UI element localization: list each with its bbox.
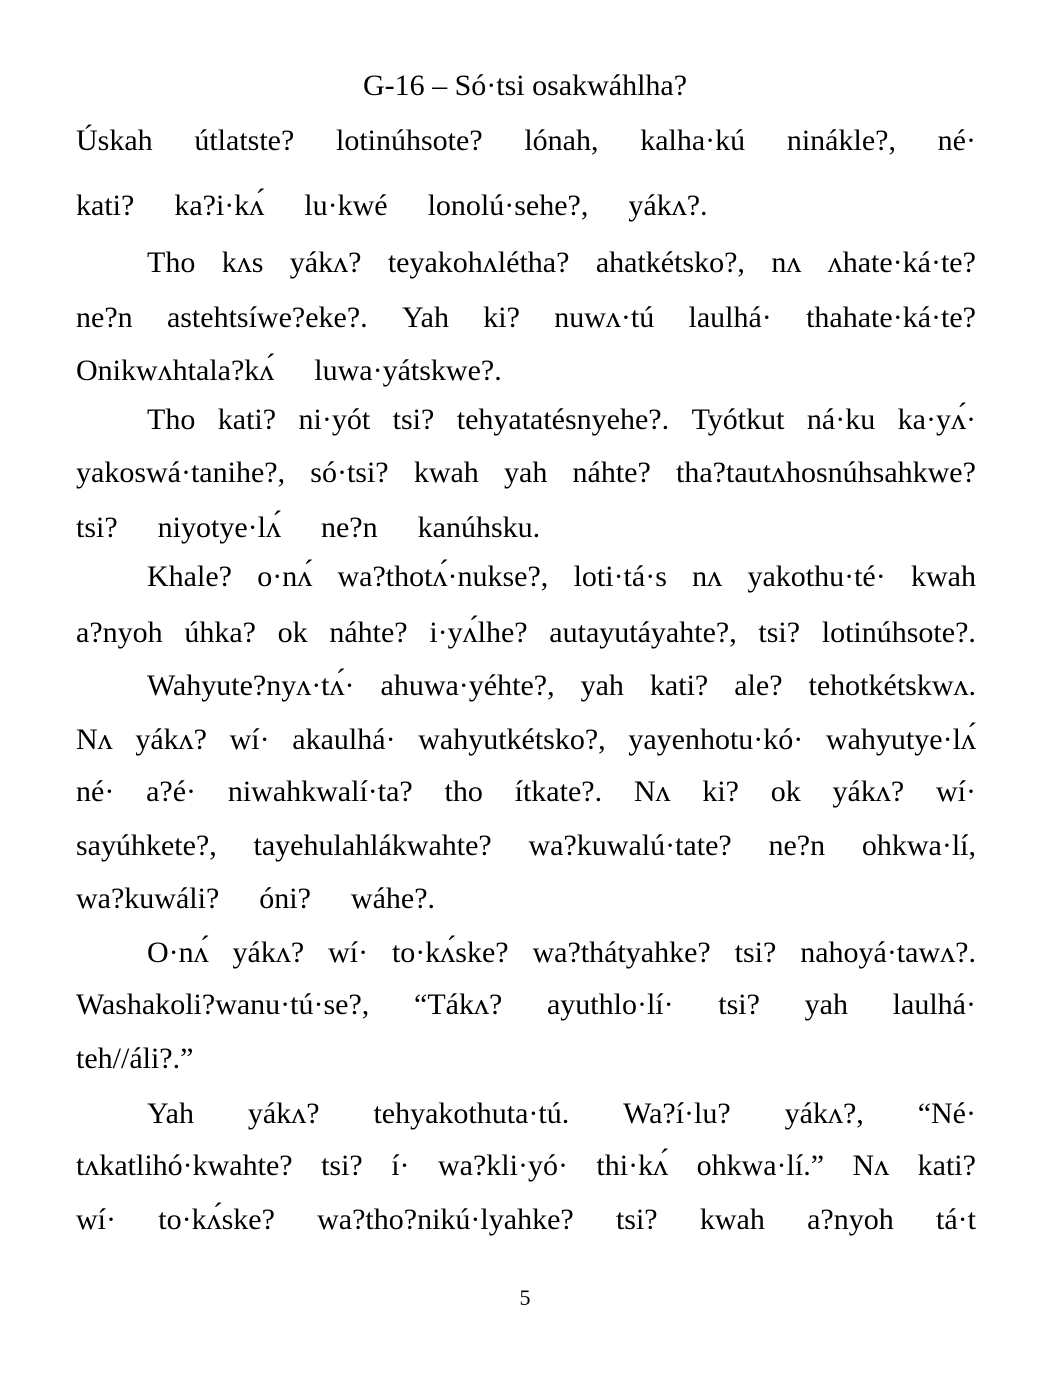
text-line [76, 1039, 976, 1079]
word: nahoyá·tawʌ?. [800, 936, 976, 969]
text-line [147, 243, 976, 283]
word: í· [391, 1149, 410, 1182]
word: kwah [699, 1203, 765, 1236]
word: ahuwa·yéhte?, [380, 669, 555, 702]
word: ki? [702, 775, 739, 808]
word: lotinúhsote? [336, 124, 483, 157]
word: i·yʌ́lhe? [429, 616, 528, 649]
text-line [76, 772, 976, 812]
word: lotinúhsote?. [821, 616, 976, 649]
word: O·nʌ́ [147, 936, 209, 969]
text-line [76, 826, 976, 866]
word: tsi? [321, 1149, 363, 1182]
word: thi·kʌ́ [596, 1149, 669, 1182]
word: kanúhsku. [417, 511, 541, 544]
word: Onikwʌhtala?kʌ́ [76, 354, 275, 387]
word: ʌhate·ká·te? [827, 246, 976, 279]
word: tayehulahlákwahte? [253, 829, 492, 862]
word: yakothu·té· [747, 560, 886, 593]
word: tsi? [734, 936, 777, 969]
word: wí· [328, 936, 369, 969]
word: Nʌ [76, 723, 113, 756]
text-line [76, 720, 976, 760]
word: o·nʌ́ [257, 560, 313, 593]
word: yayenhotu·kó· [628, 723, 804, 756]
word: né· [76, 775, 115, 808]
word: wahyutye·lʌ́ [825, 723, 976, 756]
word: tsi? [76, 511, 118, 544]
page-title: G-16 – Só·tsi osakwáhlha? [362, 69, 688, 102]
word: ná·ku [806, 403, 876, 436]
word: Nʌ [633, 775, 671, 808]
word: tsi? [758, 616, 801, 649]
word: yákʌ? [232, 936, 305, 969]
text-line [76, 613, 976, 653]
text-line [147, 666, 976, 706]
word: Nʌ [852, 1149, 890, 1182]
word: yákʌ? [247, 1097, 320, 1130]
word: Tho [147, 246, 196, 279]
word: nuwʌ·tú [554, 301, 655, 334]
word: ok [277, 616, 308, 649]
word: né· [937, 124, 976, 157]
word: kwah [413, 456, 479, 489]
word: to·kʌ́ske? [391, 936, 509, 969]
text-line [147, 1094, 976, 1134]
word: ayuthlo·lí· [546, 988, 674, 1021]
word: kwah [911, 560, 976, 593]
page-number: 5 [519, 1285, 531, 1310]
word: kati? [76, 189, 135, 222]
word: tsi? [392, 403, 435, 436]
word: kʌs [221, 246, 264, 279]
word: tehotkétskwʌ. [808, 669, 976, 702]
word: ninákle?, [786, 124, 896, 157]
word: nʌ [771, 246, 802, 279]
text-line [147, 400, 976, 440]
text-line [76, 453, 976, 493]
word: to·kʌ́ske? [158, 1203, 275, 1236]
word: wa?thátyahke? [532, 936, 711, 969]
word: tsi? [718, 988, 760, 1021]
word: yakoswá·tanihe?, [76, 456, 286, 489]
word: a?é· [146, 775, 197, 808]
word: luwa·yátskwe?. [314, 354, 502, 387]
word: wí· [935, 775, 976, 808]
word: Yah [147, 1097, 194, 1130]
word: ki? [483, 301, 520, 334]
text-line [147, 933, 976, 973]
word: só·tsi? [310, 456, 389, 489]
word: yah [504, 456, 548, 489]
word: ka?i·kʌ́ [174, 189, 265, 222]
word: wí· [76, 1203, 116, 1236]
text-line [76, 298, 976, 338]
word: niwahkwalí·ta? [227, 775, 413, 808]
word: kalha·kú [640, 124, 746, 157]
text-line [76, 1146, 976, 1186]
word: wa?kli·yó· [438, 1149, 568, 1182]
word: autayutáyahte?, [549, 616, 737, 649]
word: laulhá· [892, 988, 976, 1021]
word: ne?n [768, 829, 826, 862]
word: ohkwa·lí.” [696, 1149, 825, 1182]
word: wahyutkétsko?, [418, 723, 606, 756]
word: Wahyute?nyʌ·tʌ́· [147, 669, 355, 702]
word: ni·yót [298, 403, 371, 436]
word: yah [580, 669, 624, 702]
word: “Tákʌ? [414, 988, 503, 1021]
word: ítkate?. [514, 775, 603, 808]
text-line [76, 879, 976, 919]
word: a?nyoh [76, 616, 163, 649]
word: loti·tá·s [573, 560, 667, 593]
word: niyotye·lʌ́ [157, 511, 281, 544]
word: thahate·ká·te? [806, 301, 976, 334]
word: ne?n [320, 511, 378, 544]
text-line [76, 351, 976, 391]
word: tsi? [615, 1203, 658, 1236]
word: yah [804, 988, 848, 1021]
word: tá·t [936, 1203, 976, 1236]
word: Washakoli?wanu·tú·se?, [76, 988, 370, 1021]
word: tehyakothuta·tú. [373, 1097, 570, 1130]
word: lónah, [524, 124, 599, 157]
word: tʌkatlihó·kwahte? [76, 1149, 293, 1182]
word: wa?thotʌ́·nukse?, [337, 560, 549, 593]
text-line [147, 557, 976, 597]
word: “Né· [917, 1097, 976, 1130]
word: nʌ [692, 560, 723, 593]
word: kati? [649, 669, 709, 702]
word: kati? [917, 1149, 976, 1182]
word: Tho [147, 403, 196, 436]
word: tho [444, 775, 483, 808]
word: a?nyoh [807, 1203, 894, 1236]
word: akaulhá· [292, 723, 396, 756]
word: ne?n [76, 301, 133, 334]
word: Yah [401, 301, 449, 334]
word: yákʌ? [289, 246, 362, 279]
word: yákʌ? [832, 775, 905, 808]
word: náhte? [329, 616, 408, 649]
word: yákʌ? [135, 723, 207, 756]
word: lu·kwé [304, 189, 388, 222]
word: wí· [229, 723, 270, 756]
word: wáhe?. [350, 882, 436, 915]
word: ale? [734, 669, 783, 702]
word: wa?tho?nikú·lyahke? [317, 1203, 574, 1236]
text-line [76, 121, 976, 161]
text-line [76, 985, 976, 1025]
word: lonolú·sehe?, [427, 189, 589, 222]
word: Tyótkut [691, 403, 785, 436]
word: sayúhkete?, [76, 829, 217, 862]
word: tha?tautʌhosnúhsahkwe? [676, 456, 976, 489]
word: ka·yʌ́· [897, 403, 976, 436]
word: teyakohʌlétha? [387, 246, 570, 279]
text-line [76, 186, 976, 226]
word: ohkwa·lí, [861, 829, 976, 862]
word: náhte? [572, 456, 651, 489]
word: yákʌ?, [784, 1097, 864, 1130]
text-line [76, 508, 976, 548]
word: kati? [217, 403, 277, 436]
word: tehyatatésnyehe?. [456, 403, 670, 436]
word: Úskah [76, 124, 153, 157]
word: Khale? [147, 560, 232, 593]
word: yákʌ?. [628, 189, 708, 222]
word: Wa?í·lu? [623, 1097, 731, 1130]
word: laulhá· [688, 301, 772, 334]
word: ok [770, 775, 801, 808]
word: wa?kuwáli? [76, 882, 220, 915]
word: úhka? [184, 616, 256, 649]
word: útlatste? [194, 124, 295, 157]
text-line [76, 1200, 976, 1240]
word: teh//áli?.” [76, 1042, 194, 1075]
word: óni? [259, 882, 311, 915]
word: ahatkétsko?, [595, 246, 745, 279]
word: wa?kuwalú·tate? [528, 829, 732, 862]
word: astehtsíwe?eke?. [166, 301, 368, 334]
